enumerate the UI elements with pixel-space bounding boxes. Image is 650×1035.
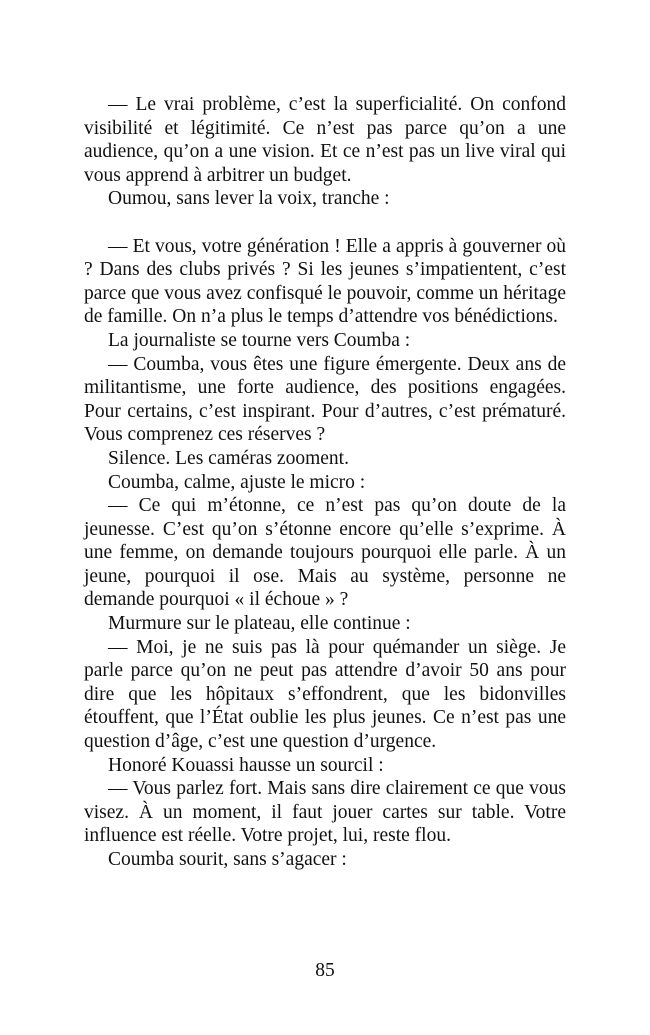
paragraph: Silence. Les caméras zooment. [108,447,349,469]
paragraph: Oumou, sans lever la voix, tranche : [108,188,390,210]
paragraph: — Et vous, votre génération ! Elle a appris à gouverner où ? Dans des clubs privés ? Si les jeunes s’impatientent, c’est parce que vous avez confisqué le pouvoir, comme un héritage de famille. On n’a plus le temps d’attendre vos bénédictions. [84,235,566,328]
paragraph: — Moi, je ne suis pas là pour quémander un siège. Je parle parce qu’on ne peut pas attendre d’avoir 50 ans pour dire que les hôpitaux s’effondrent, que les bidonvilles étouffent, que l’État oublie les plus jeunes. Ce n’est pas une question d’âge, c’est une question d’urgence. [84,636,566,753]
paragraph: Honoré Kouassi hausse un sourcil : [108,754,384,776]
paragraph: — Ce qui m’étonne, ce n’est pas qu’on doute de la jeunesse. C’est qu’on s’étonne encore qu’elle s’exprime. À une femme, on demande toujours pourquoi elle parle. À un jeune, pourquoi il ose. Mais au système, personne ne demande pourquoi « il échoue » ? [84,495,566,611]
paragraph: Murmure sur le plateau, elle continue : [108,613,411,635]
paragraph: Coumba sourit, sans s’agacer : [108,849,347,870]
blank-line [84,211,566,235]
page-number: 85 [315,960,335,981]
paragraph: Coumba, calme, ajuste le micro : [108,471,366,493]
paragraph: — Coumba, vous êtes une figure émergente. Deux ans de militantisme, une forte audience, des positions engagées. Pour certains, c’est inspirant. Pour d’autres, c’est prématuré. Vous comprenez ces réserves ? [84,353,566,446]
paragraph: — Vous parlez fort. Mais sans dire clairement ce que vous visez. À un moment, il faut jouer cartes sur table. Votre influence est réelle. Votre projet, lui, reste flou. [84,778,566,847]
page-body [84,93,566,872]
paragraph: La journaliste se tourne vers Coumba : [108,329,411,351]
paragraph: — Le vrai problème, c’est la superficialité. On confond visibilité et légitimité. Ce n’est pas parce qu’on a une audience, qu’on a une vision. Et ce n’est pas un live viral qui vous apprend à arbitrer un budget. [84,94,566,186]
